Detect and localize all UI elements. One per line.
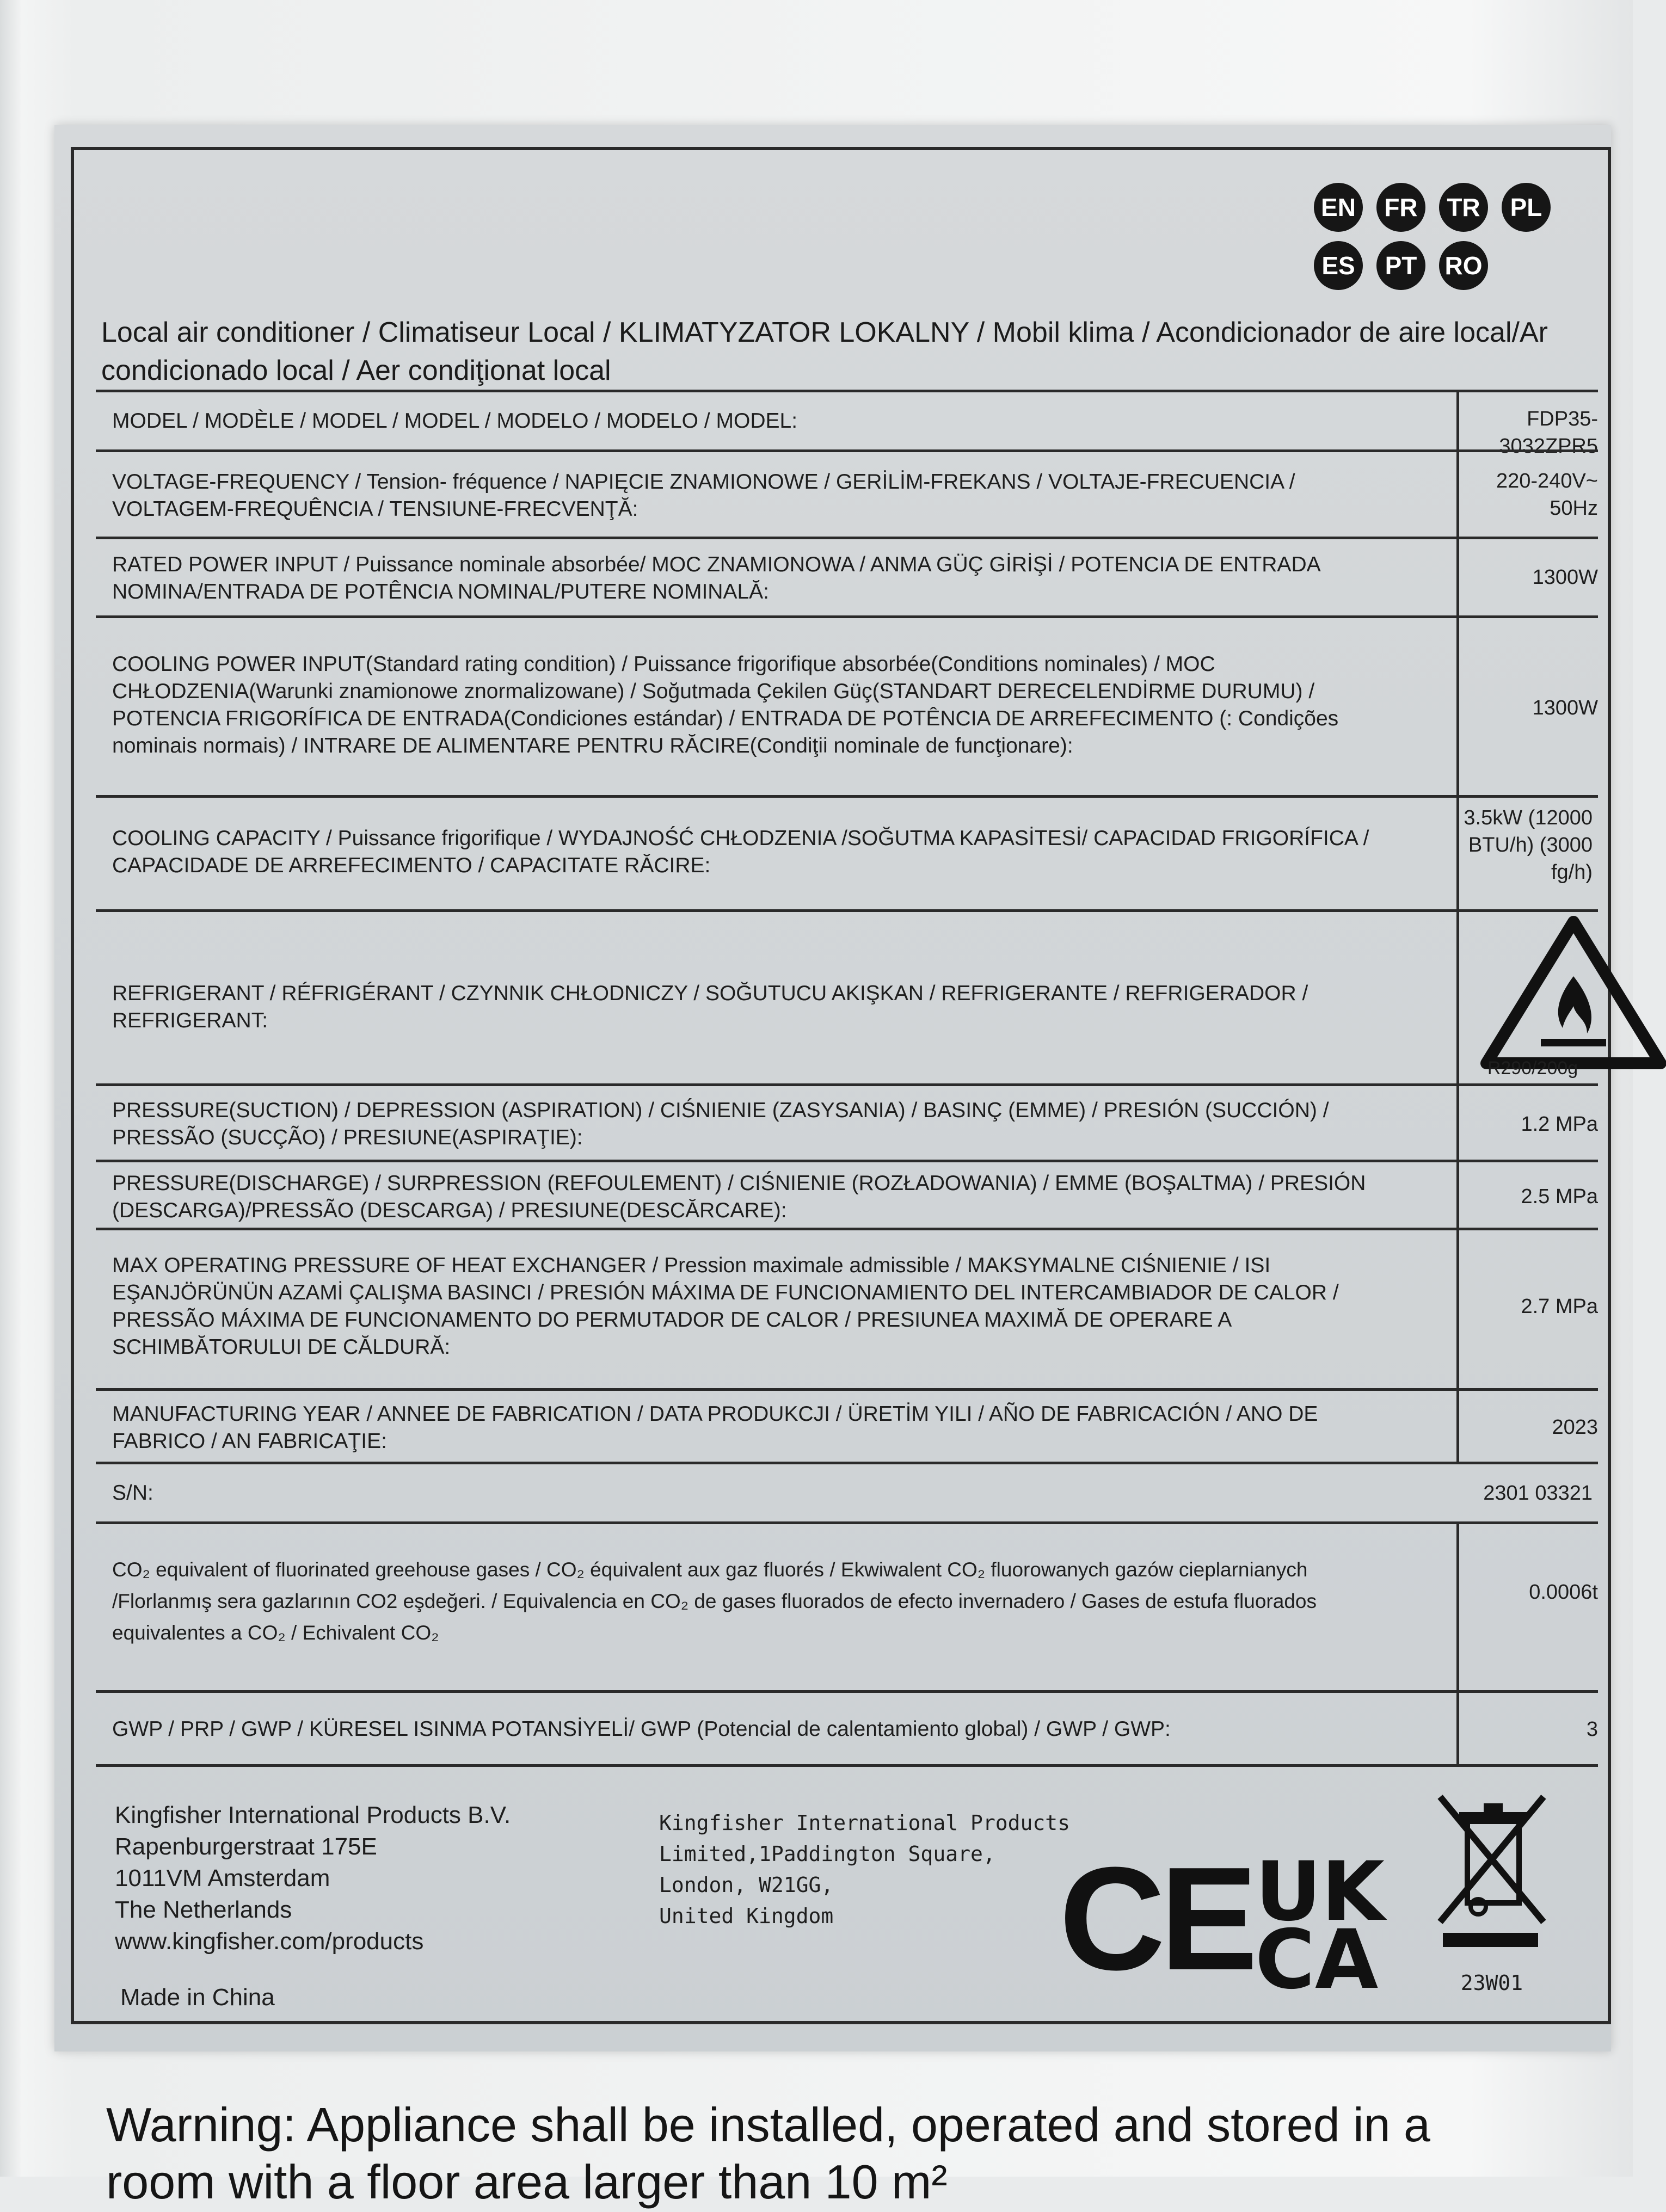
spec-row-refrigerant [96, 909, 1598, 1083]
spec-label: VOLTAGE-FREQUENCY / Tension- fréquence / NAPIĘCIE ZNAMIONOWE / GERİLİM-FREKANS / VOLTAJE-FRECUENCIA / VOLTAGEM-FREQUÊNCIA / TENSIUNE-FRECVENŢĂ: [112, 470, 1295, 521]
installation-warning-continued: room with a floor area larger than 10 m² [106, 2155, 948, 2209]
batch-code: 23W01 [1460, 1971, 1523, 1995]
spec-label: PRESSURE(DISCHARGE) / SURPRESSION (REFOULEMENT) / CIŚNIENIE (ROZŁADOWANIA) / EMME (BOŞALTMA) / PRESIÓN (DESCARGA)/PRESSÃO (DESCARGA) / PRESIUNE(DESCĂRCARE): [112, 1172, 1366, 1222]
spec-value: 1.2 MPa [1521, 1113, 1598, 1136]
row-divider [1456, 452, 1459, 537]
spec-value: 220-240V~ 50Hz [1496, 470, 1598, 520]
installation-warning: Warning: Appliance shall be installed, operated and stored in a [106, 2098, 1430, 2152]
row-divider [1456, 1162, 1459, 1228]
spec-value: 1300W [1532, 566, 1598, 589]
spec-row-gwp [96, 1690, 1598, 1764]
spec-row-voltage [96, 449, 1598, 537]
serial-number-value: 2301 03321 [1483, 1482, 1593, 1505]
spec-label: GWP / PRP / GWP / KÜRESEL ISINMA POTANSİYELİ/ GWP (Potencial de calentamiento global) / GWP / GWP: [112, 1717, 1171, 1741]
spec-row-rated-power [96, 537, 1598, 615]
language-badge: ES [1314, 241, 1363, 290]
spec-row-cooling-capacity [96, 795, 1598, 909]
spec-label: MAX OPERATING PRESSURE OF HEAT EXCHANGER / Pression maximale admissible / MAKSYMALNE CIŚNIENIE / ISI EŞANJÖRÜNÜN AZAMİ ÇALIŞMA BASINCI / PRESIÓN MÁXIMA DE FUNCIONAMIENTO DEL INTERCAMBIADOR DE CALOR / PRESSÃO MÁXIMA DE FUNCIONAMENTO DO PERMUTADOR DE CALOR / PRESIUNEA MAXIMĂ DE OPERARE A SCHIMBĂTORULUI DE CĂLDURĂ: [112, 1254, 1339, 1359]
language-badge: RO [1439, 241, 1488, 290]
spec-row-suction-pressure [96, 1083, 1598, 1160]
spec-label: PRESSURE(SUCTION) / DEPRESSION (ASPIRATION) / CIŚNIENIE (ZASYSANIA) / BASINÇ (EMME) / PRESIÓN (SUCCIÓN) / PRESSÃO (SUCÇÃO) / PRESIUNE(ASPIRAŢIE): [112, 1099, 1329, 1149]
spec-label: S/N: [112, 1481, 153, 1505]
row-divider [1456, 539, 1459, 615]
uk-manufacturer-address: Kingfisher International Products Limited,1Paddington Square, London, W21GG, United Kingdom [659, 1811, 1070, 1928]
spec-label: MODEL / MODÈLE / MODEL / MODEL / MODELO / MODELO / MODEL: [112, 409, 798, 433]
flammable-warning-icon [1481, 916, 1666, 1069]
spec-row-max-pressure [96, 1228, 1598, 1388]
spec-value: 2.7 MPa [1521, 1295, 1598, 1318]
spec-row-cooling-power-input [96, 615, 1598, 795]
spec-value: 1300W [1532, 697, 1598, 719]
language-badge: EN [1314, 183, 1363, 232]
spec-row-model [96, 390, 1598, 458]
spec-value: 3.5kW (12000 BTU/h) (3000 fg/h) [1464, 806, 1593, 884]
row-divider [1456, 392, 1459, 449]
row-divider [1456, 1524, 1459, 1690]
spec-label: REFRIGERANT / RÉFRIGÉRANT / CZYNNIK CHŁODNICZY / SOĞUTUCU AKIŞKAN / REFRIGERANTE / REFRIGERADOR / REFRIGERANT: [112, 982, 1308, 1032]
weee-crossed-bin-icon [1435, 1791, 1549, 1949]
spec-value: 0.0006t [1529, 1581, 1598, 1604]
product-title: Local air conditioner / Climatiseur Local / KLIMATYZATOR LOKALNY / Mobil klima / Acondicionador de aire local/Ar condicionado local / Aer condiţionat local [101, 317, 1548, 386]
row-divider [1456, 1086, 1459, 1160]
spec-value: 2.5 MPa [1521, 1185, 1598, 1208]
spec-label: CO₂ equivalent of fluorinated greehouse gases / CO₂ équivalent aux gaz fluorés / Ekwiwalent CO₂ fluorowanych gazów cieplarnianych /Florlanmış sera gazlarının CO2 eşdeğeri. / Equivalencia en CO₂ de gases fluorados de efecto invernadero / Gases de estufa fluorados equivalentes a CO₂ / Echivalent CO₂ [112, 1558, 1317, 1644]
row-divider [1456, 618, 1459, 795]
spec-row-manufacturing-year [96, 1388, 1598, 1462]
country-of-origin: Made in China [120, 1984, 275, 2011]
refrigerant-value: R290/200g [1487, 1058, 1578, 1079]
manufacturer-footer [96, 1764, 1598, 2025]
row-divider [1456, 1693, 1459, 1764]
language-badge: PT [1376, 241, 1425, 290]
row-divider [1456, 912, 1459, 1083]
spec-row-serial-number [96, 1462, 1598, 1521]
spec-label: COOLING CAPACITY / Puissance frigorifique / WYDAJNOŚĆ CHŁODZENIA /SOĞUTMA KAPASİTESİ/ CAPACIDAD FRIGORÍFICA / CAPACIDADE DE ARREFECIMENTO / CAPACITATE RĂCIRE: [112, 827, 1369, 877]
row-divider [1456, 1230, 1459, 1388]
ukca-mark-top: UK [1255, 1845, 1385, 1939]
spec-label: MANUFACTURING YEAR / ANNEE DE FABRICATION / DATA PRODUKCJI / ÜRETİM YILI / AÑO DE FABRICACIÓN / ANO DE FABRICO / AN FABRICAŢIE: [112, 1402, 1318, 1453]
row-divider [1456, 1391, 1459, 1462]
spec-value: 2023 [1552, 1416, 1598, 1439]
spec-value: FDP35-3032ZPR5 [1499, 408, 1598, 458]
spec-label: COOLING POWER INPUT(Standard rating condition) / Puissance frigorifique absorbée(Conditions nominales) / MOC CHŁODZENIA(Warunki znamionowe znormalizowane) / Soğutmada Çekilen Güç(STANDART DERECELENDİRME DURUMU) / POTENCIA FRIGORÍFICA DE ENTRADA(Condiciones estándar) / ENTRADA DE POTÊNCIA DE ARREFECIMENTO (: Condições nominais normais) / INTRARE DE ALIMENTARE PENTRU RĂCIRE(Condiţii nominale de funcţionare): [112, 652, 1339, 757]
ce-mark: CE [1059, 1837, 1253, 2001]
ukca-mark-bottom: CA [1255, 1913, 1379, 2007]
spec-label: RATED POWER INPUT / Puissance nominale absorbée/ MOC ZNAMIONOWA / ANMA GÜÇ GİRİŞİ / POTENCIA DE ENTRADA NOMINA/ENTRADA DE POTÊNCIA NOMINAL/PUTERE NOMINALĂ: [112, 553, 1320, 603]
eu-manufacturer-address: Kingfisher International Products B.V. Rapenburgerstraat 175E 1011VM Amsterdam The Netherlands www.kingfisher.com/products [115, 1802, 511, 1955]
spec-row-co2-equivalent [96, 1521, 1598, 1690]
rating-plate-frame [71, 147, 1611, 2024]
spec-value: 3 [1586, 1718, 1598, 1741]
language-badge: PL [1502, 183, 1551, 232]
row-divider [1456, 798, 1459, 909]
language-badge: FR [1376, 183, 1425, 232]
language-badge: TR [1439, 183, 1488, 232]
spec-row-discharge-pressure [96, 1160, 1598, 1228]
